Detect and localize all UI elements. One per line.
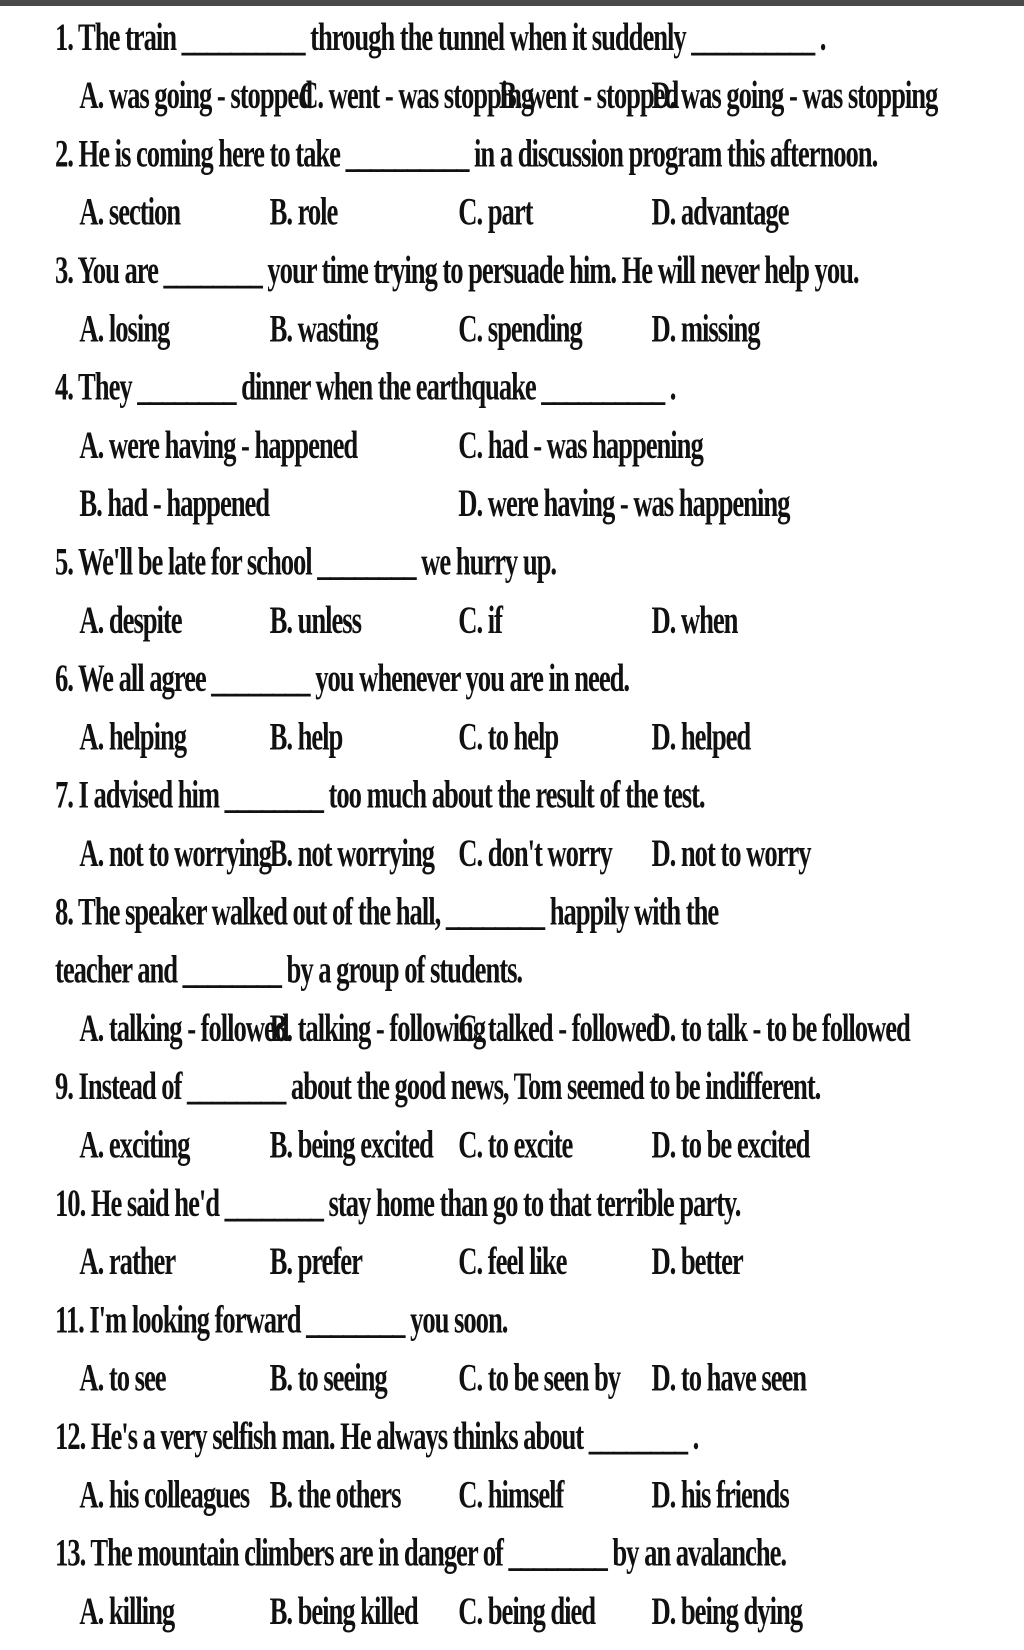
option-c[interactable]: C. to excite — [458, 1122, 573, 1167]
question-2 — [55, 125, 878, 242]
question-4 — [55, 358, 790, 533]
option-b[interactable]: B. to seeing — [269, 1355, 387, 1400]
question-3 — [55, 241, 859, 358]
question-5 — [55, 533, 758, 650]
option-c[interactable]: C. talked - followed — [458, 1005, 660, 1050]
option-a[interactable]: A. talking - followed — [79, 1005, 289, 1050]
question-stem: 3. You are ________ your time trying to persuade him. He will never help you. — [55, 247, 859, 292]
option-a[interactable]: A. despite — [79, 597, 182, 642]
question-stem: 1. The train __________ through the tunnel when it suddenly __________ . — [55, 14, 826, 59]
options-row — [55, 474, 790, 532]
question-13 — [55, 1524, 803, 1641]
option-c[interactable]: C. had - was happening — [458, 422, 703, 467]
option-b[interactable]: B. the others — [269, 1472, 401, 1517]
option-c[interactable]: C. to be seen by — [458, 1355, 621, 1400]
question-stem: 8. The speaker walked out of the hall, ________ happily with the teacher and ________ by a group of students. — [55, 889, 719, 992]
question-stem: 11. I'm looking forward ________ you soon. — [55, 1297, 508, 1342]
options-row — [55, 416, 758, 474]
question-stem: 5. We'll be late for school ________ we hurry up. — [55, 539, 557, 584]
option-c[interactable]: C. part — [458, 189, 533, 234]
option-b[interactable]: B. wasting — [269, 306, 378, 351]
option-b[interactable]: B. talking - following — [269, 1005, 486, 1050]
option-a[interactable]: A. was going - stopped — [79, 72, 312, 117]
option-b[interactable]: B. role — [269, 189, 338, 234]
option-d[interactable]: D. to have seen — [651, 1355, 807, 1400]
option-c[interactable]: C. don't worry — [458, 830, 612, 875]
question-9 — [55, 1057, 821, 1174]
worksheet — [55, 8, 938, 1640]
option-c[interactable]: C. went - was stopping — [299, 72, 534, 117]
option-c[interactable]: C. being died — [458, 1588, 596, 1633]
option-d[interactable]: D. his friends — [651, 1472, 789, 1517]
option-d[interactable]: D. not to worry — [651, 830, 811, 875]
option-b[interactable]: B. went - stopped — [499, 72, 679, 117]
option-d[interactable]: D. was going - was stopping — [651, 72, 938, 117]
option-a[interactable]: A. his colleagues — [79, 1472, 250, 1517]
question-stem: 12. He's a very selfish man. He always thinks about ________ . — [55, 1413, 699, 1458]
option-a[interactable]: A. section — [79, 189, 181, 234]
option-a[interactable]: A. not to worrying — [79, 830, 271, 875]
option-b[interactable]: B. help — [269, 714, 343, 759]
question-stem: 10. He said he'd ________ stay home than go to that terrible party. — [55, 1180, 741, 1225]
option-d[interactable]: D. to talk - to be followed — [651, 1005, 910, 1050]
option-b[interactable]: B. unless — [269, 597, 361, 642]
option-d[interactable]: D. when — [651, 597, 738, 642]
question-stem: 4. They ________ dinner when the earthquake __________ . — [55, 364, 676, 409]
option-b[interactable]: B. not worrying — [269, 830, 434, 875]
question-stem: 7. I advised him ________ too much about the result of the test. — [55, 772, 705, 817]
options-row — [55, 591, 758, 649]
option-b[interactable]: B. being killed — [269, 1588, 418, 1633]
option-c[interactable]: C. feel like — [458, 1238, 567, 1283]
option-d[interactable]: D. missing — [651, 306, 760, 351]
option-a[interactable]: A. rather — [79, 1238, 176, 1283]
question-11 — [55, 1291, 807, 1408]
options-row — [55, 708, 758, 766]
options-row — [55, 183, 789, 241]
option-c[interactable]: C. spending — [458, 306, 582, 351]
options-row — [55, 1232, 758, 1290]
question-stem: 6. We all agree ________ you whenever you are in need. — [55, 655, 630, 700]
option-d[interactable]: D. being dying — [651, 1588, 803, 1633]
option-d[interactable]: D. advantage — [651, 189, 789, 234]
options-row — [55, 1349, 807, 1407]
question-stem: 9. Instead of ________ about the good news, Tom seemed to be indifferent. — [55, 1064, 821, 1108]
option-d[interactable]: D. were having - was happening — [458, 481, 790, 525]
question-6 — [55, 649, 758, 766]
option-c[interactable]: C. if — [458, 597, 502, 642]
options-row — [55, 1466, 789, 1524]
option-a[interactable]: A. helping — [79, 714, 187, 759]
option-d[interactable]: D. helped — [651, 714, 751, 759]
question-stem: 13. The mountain climbers are in danger of ________ by an avalanche. — [55, 1530, 787, 1575]
option-d[interactable]: D. better — [651, 1238, 743, 1283]
options-row — [55, 1116, 810, 1174]
options-row — [55, 300, 758, 358]
options-row — [55, 1582, 803, 1640]
option-b[interactable]: B. had - happened — [79, 481, 270, 525]
option-a[interactable]: A. exciting — [79, 1122, 190, 1167]
question-12 — [55, 1407, 789, 1524]
top-border — [0, 0, 1024, 6]
options-row — [55, 824, 811, 882]
option-a[interactable]: A. to see — [79, 1355, 166, 1400]
options-row — [55, 66, 938, 124]
option-b[interactable]: B. being excited — [269, 1122, 433, 1167]
question-stem: 2. He is coming here to take __________ in a discussion program this afternoon. — [55, 131, 878, 176]
question-7 — [55, 766, 811, 883]
option-d[interactable]: D. to be excited — [651, 1122, 810, 1167]
option-c[interactable]: C. to help — [458, 714, 559, 759]
options-row — [55, 999, 910, 1057]
option-b[interactable]: B. prefer — [269, 1238, 362, 1283]
option-a[interactable]: A. were having - happened — [79, 422, 358, 467]
option-a[interactable]: A. killing — [79, 1588, 175, 1633]
question-10 — [55, 1174, 758, 1291]
option-a[interactable]: A. losing — [79, 306, 170, 351]
question-1 — [55, 8, 938, 125]
option-c[interactable]: C. himself — [458, 1472, 564, 1517]
question-8 — [55, 883, 910, 1058]
